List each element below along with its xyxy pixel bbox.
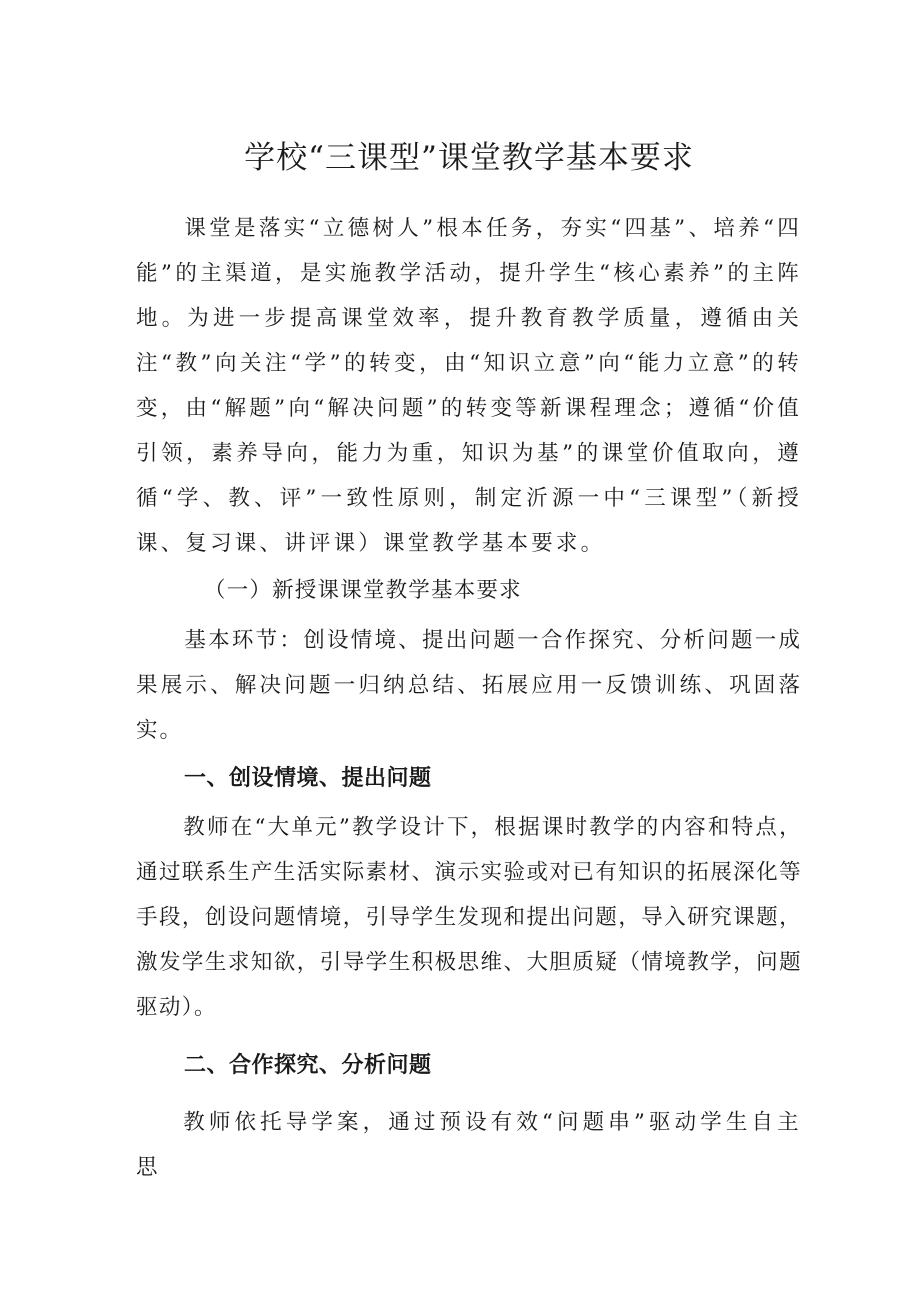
section-heading-2: 二、合作探究、分析问题 — [184, 1053, 432, 1078]
subsection-title: （一）新授课课堂教学基本要求 — [204, 578, 522, 603]
section-heading-1: 一、创设情境、提出问题 — [184, 766, 432, 791]
section-1-paragraph: 教师在“大单元”教学设计下，根据课时教学的内容和特点，通过联系生产生活实际素材、演示实验或对已有知识的拓展深化等手段，创设问题情境，引导学生发现和提出问题，导入研究课题，激发学生求知欲，引导学生积极思维、大胆质疑（情境教学，问题驱动）。 — [136, 815, 802, 1020]
document-title: 学校“三课型”课堂教学基本要求 — [244, 140, 694, 176]
intro-paragraph: 课堂是落实“立德树人”根本任务，夯实“四基”、培养“四能”的主渠道，是实施教学活动，提升学生“核心素养”的主阵地。为进一步提高课堂效率，提升教育教学质量，遵循由关注“教”向关注“学”的转变，由“知识立意”向“能力立意”的转变，由“解题”向“解决问题”的转变等新课程理念；遵循“价值引领，素养导向，能力为重，知识为基”的课堂价值取向，遵循“学、教、评”一致性原则，制定沂源一中“三课型”（新授课、复习课、讲评课）课堂教学基本要求。 — [136, 216, 802, 556]
basic-steps-paragraph: 基本环节：创设情境、提出问题一合作探究、分析问题一成果展示、解决问题一归纳总结、拓展应用一反馈训练、巩固落实。 — [136, 628, 802, 743]
section-2-paragraph: 教师依托导学案，通过预设有效“问题串”驱动学生自主思 — [136, 1110, 802, 1180]
